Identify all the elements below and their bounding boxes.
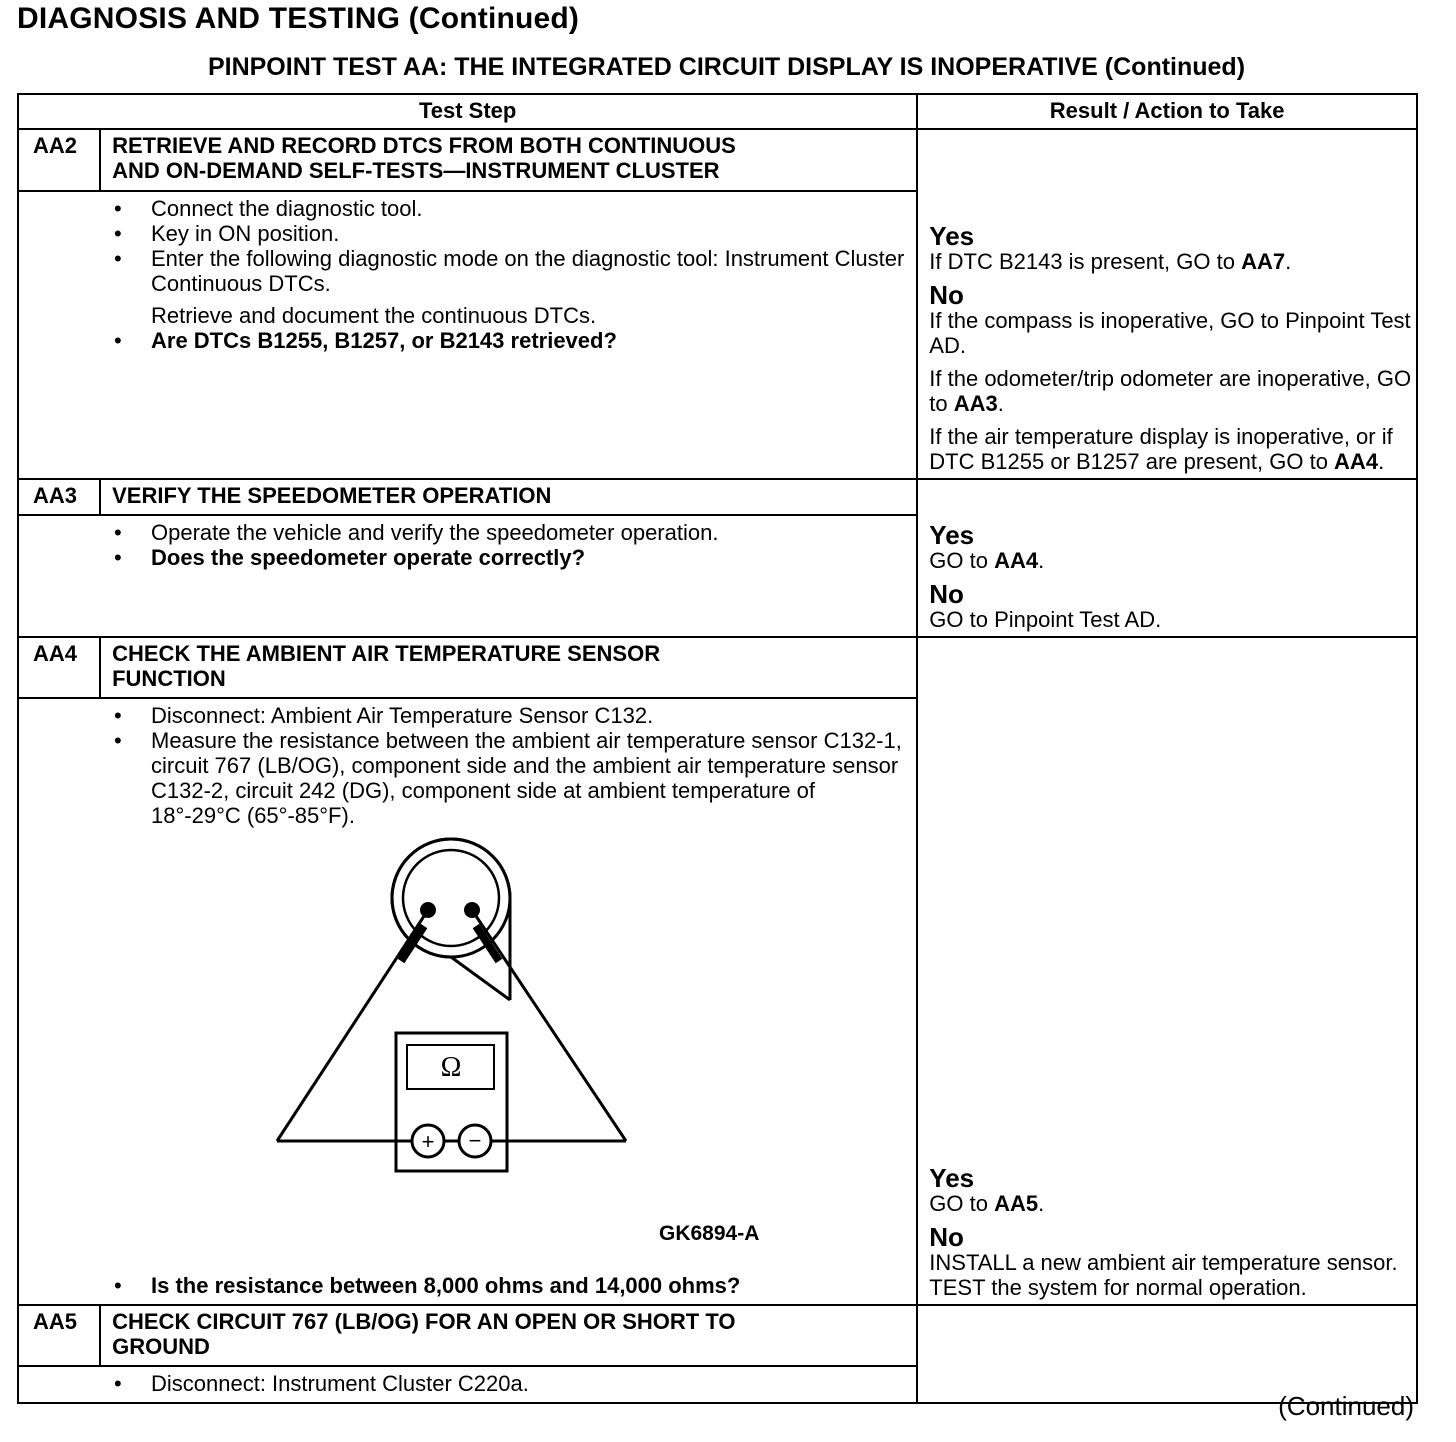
list-item: • Key in ON position. bbox=[114, 221, 340, 246]
step-title-row bbox=[18, 479, 1417, 515]
yes-label: Yes bbox=[929, 520, 975, 550]
no-action: If the air temperature display is inoperative, or if DTC B1255 or B1257 are present, GO to AA4. bbox=[929, 424, 1393, 474]
list-item: • Disconnect: Instrument Cluster C220a. bbox=[114, 1371, 529, 1396]
step-body bbox=[18, 698, 917, 1305]
sensor-resistance-diagram bbox=[19, 828, 909, 1273]
yes-label: Yes bbox=[929, 221, 975, 251]
list-item: • Connect the diagnostic tool. bbox=[114, 196, 423, 221]
yes-action: If DTC B2143 is present, GO to AA7. bbox=[929, 249, 1292, 274]
result-header: Result / Action to Take bbox=[917, 94, 1417, 129]
step-title bbox=[100, 1305, 917, 1366]
step-reference: AA5 bbox=[994, 1191, 1039, 1216]
step-title-row bbox=[18, 129, 1417, 191]
continued-label: (Continued) bbox=[1278, 1391, 1414, 1421]
list-item: • Does the speedometer operate correctly? bbox=[114, 545, 586, 570]
no-label: No bbox=[929, 1222, 964, 1252]
step-reference: AA7 bbox=[1241, 249, 1286, 274]
step-title-line: RETRIEVE AND RECORD DTCS FROM BOTH CONTINUOUS bbox=[112, 133, 736, 158]
step-id: AA2 bbox=[18, 129, 100, 191]
step-result bbox=[917, 479, 1417, 637]
plus-icon: + bbox=[421, 1129, 435, 1154]
step-result bbox=[917, 129, 1417, 479]
test-step-header: Test Step bbox=[18, 94, 917, 129]
no-action: INSTALL a new ambient air temperature sensor. TEST the system for normal operation. bbox=[929, 1250, 1398, 1300]
yes-action: GO to AA5. bbox=[929, 1191, 1045, 1216]
step-body bbox=[18, 191, 917, 479]
step-title-row bbox=[18, 637, 1417, 698]
list-item: • Operate the vehicle and verify the speedometer operation. bbox=[114, 520, 719, 545]
list-item: • Disconnect: Ambient Air Temperature Sensor C132. bbox=[114, 703, 654, 728]
no-action: GO to Pinpoint Test AD. bbox=[929, 607, 1162, 632]
figure-code: GK6894-A bbox=[659, 1222, 760, 1245]
step-title-line: CHECK THE AMBIENT AIR TEMPERATURE SENSOR bbox=[112, 641, 661, 666]
step-reference: AA4 bbox=[1334, 449, 1379, 474]
no-label: No bbox=[929, 579, 964, 609]
step-title bbox=[100, 637, 917, 698]
step-id: AA4 bbox=[18, 637, 100, 698]
step-title-line: GROUND bbox=[112, 1334, 210, 1359]
step-title bbox=[100, 129, 917, 191]
step-reference: AA4 bbox=[994, 548, 1039, 573]
connector-outline bbox=[392, 839, 510, 1000]
list-item: • Is the resistance between 8,000 ohms and 14,000 ohms? bbox=[114, 1273, 741, 1298]
yes-label: Yes bbox=[929, 1163, 975, 1193]
step-result bbox=[917, 637, 1417, 1305]
no-action: If the compass is inoperative, GO to Pinpoint Test AD. bbox=[929, 308, 1411, 358]
step-title-line: FUNCTION bbox=[112, 666, 226, 691]
ohmmeter-illustration bbox=[19, 828, 908, 1273]
step-reference: AA3 bbox=[953, 391, 998, 416]
ohm-icon: Ω bbox=[440, 1052, 462, 1083]
yes-action: GO to AA4. bbox=[929, 548, 1045, 573]
list-item: • Measure the resistance between the ambient air temperature sensor C132-1, circuit 767 (LB/OG), component side and the ambient air temperature sensor C132-2, circuit 242 (DG), component side at ambient temperature of 18°-29°C (65°-85°F). bbox=[114, 728, 902, 828]
list-item: • Are DTCs B1255, B1257, or B2143 retrieved? bbox=[114, 328, 617, 353]
pinpoint-test-title: PINPOINT TEST AA: THE INTEGRATED CIRCUIT DISPLAY IS INOPERATIVE (Continued) bbox=[207, 53, 1246, 81]
step-body bbox=[18, 515, 917, 637]
step-body bbox=[18, 1366, 917, 1403]
step-title-line: AND ON-DEMAND SELF-TESTS—INSTRUMENT CLUSTER bbox=[112, 158, 720, 183]
no-action: If the odometer/trip odometer are inoperative, GO to AA3. bbox=[929, 366, 1412, 416]
step-title-row bbox=[18, 1305, 1417, 1366]
table-header-row bbox=[18, 94, 1417, 129]
step-title-line: CHECK CIRCUIT 767 (LB/OG) FOR AN OPEN OR SHORT TO bbox=[112, 1309, 736, 1334]
step-id: AA3 bbox=[18, 479, 100, 515]
minus-icon: − bbox=[468, 1128, 482, 1153]
step-title: VERIFY THE SPEEDOMETER OPERATION bbox=[100, 479, 917, 515]
step-result bbox=[917, 1305, 1417, 1403]
page-title: DIAGNOSIS AND TESTING (Continued) bbox=[17, 2, 580, 35]
test-step-table bbox=[17, 93, 1418, 1404]
step-id: AA5 bbox=[18, 1305, 100, 1366]
list-item: • Enter the following diagnostic mode on the diagnostic tool: Instrument Cluster Continuous DTCs. Retrieve and document the continuous DTCs. bbox=[114, 246, 905, 328]
no-label: No bbox=[929, 280, 964, 310]
